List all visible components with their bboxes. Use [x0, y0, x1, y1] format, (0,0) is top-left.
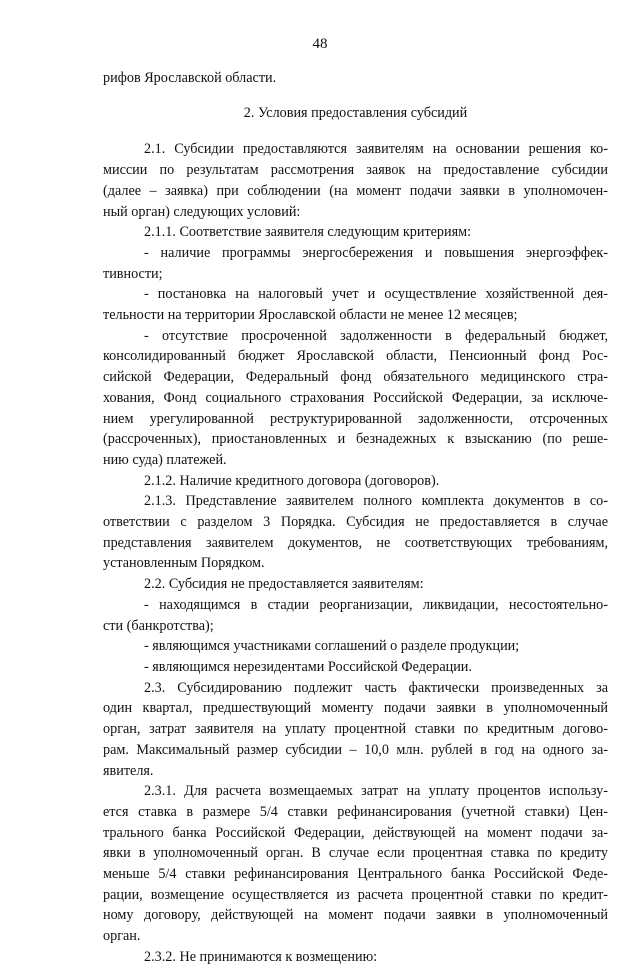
text-line: - являющимся нерезидентами Российской Федерации. — [144, 658, 472, 675]
text-line: ному договору, действующей на момент подачи заявки в уполномоченный — [103, 907, 608, 924]
text-line: ный орган) следующих условий: — [103, 203, 301, 220]
text-line: сийской Федерации, Федеральный фонд обязательного медицинского стра- — [103, 369, 608, 386]
text-line: нием урегулированной реструктурированной задолженности, отсроченных — [103, 410, 608, 427]
text-line: 2.1.3. Представление заявителем полного комплекта документов в со- — [144, 493, 608, 510]
text-line: представления заявителем документов, не соответствующих требованиям, — [103, 534, 608, 551]
text-line: тельности на территории Ярославской области не менее 12 месяцев; — [103, 307, 518, 324]
text-line: 2.1.2. Наличие кредитного договора (договоров). — [144, 472, 440, 489]
text-line: - отсутствие просроченной задолженности в федеральный бюджет, — [144, 327, 608, 344]
text-line: тивности; — [103, 265, 163, 282]
text-line: нию суда) платежей. — [103, 451, 227, 468]
text-line: 2.1.1. Соответствие заявителя следующим критериям: — [144, 224, 472, 241]
text-line: хования, Фонд социального страхования Российской Федерации, за исключе- — [103, 389, 608, 406]
text-line: явки в уполномоченный орган. В случае если процентная ставка по кредиту — [103, 845, 608, 862]
text-line: один квартал, предшествующий моменту подачи заявки в уполномоченный — [103, 700, 608, 717]
text-line: миссии по результатам рассмотрения заявок на предоставление субсидии — [103, 162, 608, 179]
text-line: ответствии с разделом 3 Порядка. Субсидия не предоставляется в случае — [103, 514, 608, 531]
text-line: рации, возмещение осуществляется из расчета процентной ставки по кредит- — [103, 886, 608, 903]
section-heading: 2. Условия предоставления субсидий — [243, 104, 468, 121]
text-line: консолидированный бюджет Ярославской области, Пенсионный фонд Рос- — [103, 348, 608, 365]
text-line: рифов Ярославской области. — [103, 70, 277, 86]
page-number: 48 — [312, 36, 328, 52]
document-body — [103, 68, 608, 968]
text-line: орган, затрат заявителя на уплату процентной ставки по кредитным догово- — [103, 721, 608, 738]
text-line: 2.3.2. Не принимаются к возмещению: — [144, 948, 378, 965]
text-line: 2.1. Субсидии предоставляются заявителям на основании решения ко- — [144, 141, 608, 158]
text-line: установленным Порядком. — [103, 555, 265, 572]
text-line: явителя. — [103, 762, 154, 779]
text-line: - постановка на налоговый учет и осуществление хозяйственной дея- — [144, 286, 608, 303]
text-line: орган. — [103, 928, 141, 945]
text-line: - наличие программы энергосбережения и повышения энергоэффек- — [144, 244, 608, 261]
text-line: (далее – заявка) при соблюдении (на момент подачи заявки в уполномочен- — [103, 182, 608, 199]
text-line: рам. Максимальный размер субсидии – 10,0 млн. рублей в год на одного за- — [103, 741, 608, 758]
text-line: меньше 5/4 ставки рефинансирования Центрального банка Российской Феде- — [103, 866, 608, 883]
text-line: (рассроченных), приостановленных и безнадежных к взысканию (по реше- — [103, 431, 608, 448]
text-line: 2.2. Субсидия не предоставляется заявителям: — [144, 576, 424, 593]
text-line: ется ставка в размере 5/4 ставки рефинансирования (учетной ставки) Цен- — [103, 803, 608, 820]
text-line: трального банка Российской Федерации, действующей на момент подачи за- — [103, 824, 608, 841]
text-line: сти (банкротства); — [103, 617, 214, 634]
text-line: 2.3.1. Для расчета возмещаемых затрат на уплату процентов использу- — [144, 783, 608, 800]
text-line: 2.3. Субсидированию подлежит часть фактически произведенных за — [144, 679, 608, 696]
text-line: - являющимся участниками соглашений о разделе продукции; — [144, 638, 520, 655]
text-line: - находящимся в стадии реорганизации, ликвидации, несостоятельно- — [144, 596, 608, 613]
